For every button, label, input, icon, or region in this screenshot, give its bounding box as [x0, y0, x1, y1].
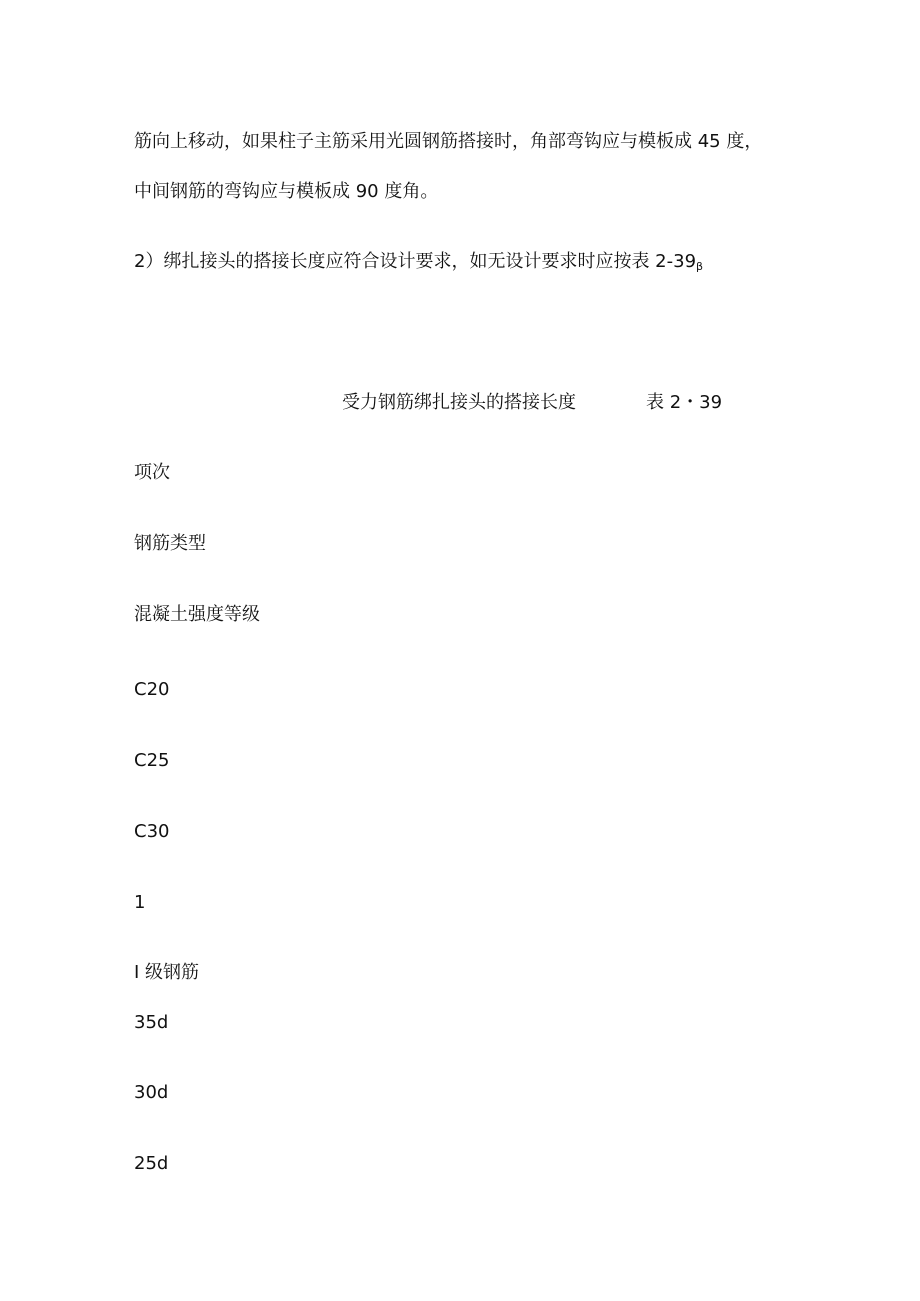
paragraph-line-1: 筋向上移动，如果柱子主筋采用光圆钢筋搭接时，角部弯钩应与模板成 45 度，: [134, 131, 763, 152]
table-number: 表 2・39: [646, 392, 723, 413]
table-cell-value-c30: 25d: [134, 1153, 169, 1174]
table-cell-value-c25: 30d: [134, 1082, 169, 1103]
table-cell-item-no-header: 项次: [134, 462, 170, 483]
table-cell-grade-i-rebar: I 级钢筋: [134, 962, 200, 983]
table-cell-c20: C20: [134, 679, 170, 700]
paragraph-item-2-text: 2）绑扎接头的搭接长度应符合设计要求，如无设计要求时应按表 2-39: [134, 251, 697, 272]
paragraph-item-2: [134, 250, 703, 279]
table-cell-item-1: 1: [134, 892, 146, 913]
table-caption: 受力钢筋绑扎接头的搭接长度: [342, 392, 576, 413]
table-cell-rebar-type-header: 钢筋类型: [134, 533, 206, 554]
paragraph-line-2: 中间钢筋的弯钩应与模板成 90 度角。: [134, 181, 439, 202]
table-cell-c30: C30: [134, 821, 170, 842]
paragraph-item-2-suffix: β: [696, 260, 704, 273]
table-cell-concrete-grade-header: 混凝土强度等级: [134, 604, 260, 625]
table-cell-value-c20: 35d: [134, 1012, 169, 1033]
table-cell-c25: C25: [134, 750, 170, 771]
